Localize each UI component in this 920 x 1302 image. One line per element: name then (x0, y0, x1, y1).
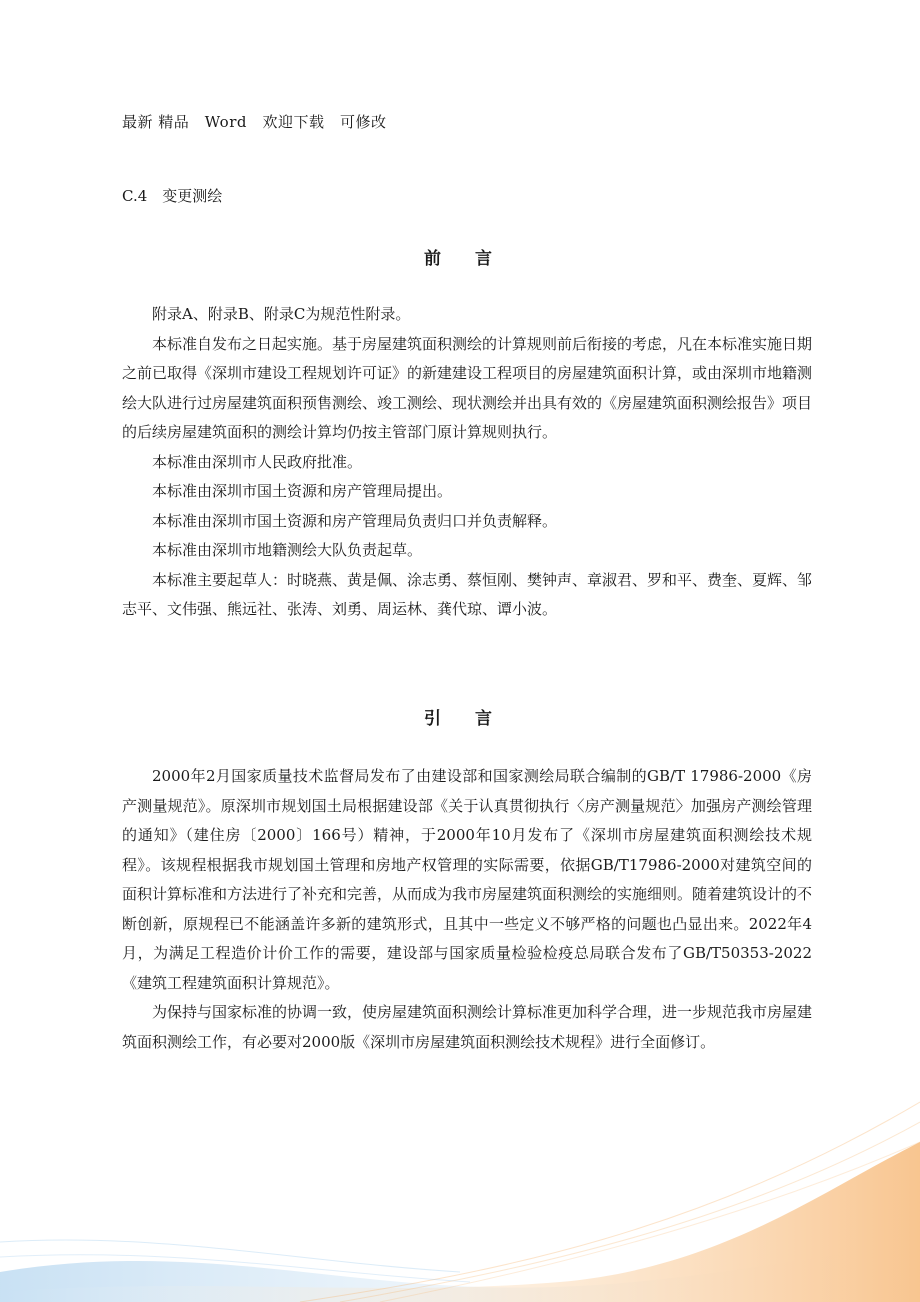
preface-paragraph: 本标准自发布之日起实施。基于房屋建筑面积测绘的计算规则前后衔接的考虑，凡在本标准实施日期之前已取得《深圳市建设工程规划许可证》的新建建设工程项目的房屋建筑面积计算，或由深圳市地籍测绘大队进行过房屋建筑面积预售测绘、竣工测绘、现状测绘并出具有效的《房屋建筑面积测绘报告》项目的后续房屋建筑面积的测绘计算均仍按主管部门原计算规则执行。 (122, 334, 813, 441)
preface-paragraph: 本标准由深圳市国土资源和房产管理局提出。 (152, 482, 453, 500)
preface-heading: 前言 (424, 249, 526, 269)
introduction-heading: 引言 (424, 709, 526, 729)
preface-body (122, 300, 812, 625)
introduction-body (122, 762, 812, 1057)
preface-paragraph: 本标准由深圳市人民政府批准。 (152, 452, 363, 471)
preface-paragraph: 本标准主要起草人：时晓燕、黄是佩、涂志勇、蔡恒刚、樊钟声、章淑君、罗和平、费奎、夏辉、邹志平、文伟强、熊远社、张涛、刘勇、周运林、龚代琼、谭小波。 (122, 570, 813, 618)
preface-paragraph: 本标准由深圳市地籍测绘大队负责起草。 (152, 541, 423, 559)
introduction-paragraph: 为保持与国家标准的协调一致，使房屋建筑面积测绘计算标准更加科学合理，进一步规范我市房屋建筑面积测绘工作，有必要对2000版《深圳市房屋建筑面积测绘技术规程》进行全面修订。 (122, 1003, 813, 1051)
download-banner: 最新 精品 Word 欢迎下载 可修改 (122, 113, 387, 131)
preface-paragraph: 本标准由深圳市国土资源和房产管理局负责归口并负责解释。 (152, 511, 558, 530)
introduction-paragraph: 2000年2月国家质量技术监督局发布了由建设部和国家测绘局联合编制的GB/T 17986-2000《房产测量规范》。原深圳市规划国土局根据建设部《关于认真贯彻执行〈房产测量规范〉加强房产测绘管理的通知》（建住房〔2000〕166号）精神，于2000年10月发布了《深圳市房屋建筑面积测绘技术规程》。该规程根据我市规划国土管理和房地产权管理的实际需要，依据GB/T17986-2000对建筑空间的面积计算标准和方法进行了补充和完善，从而成为我市房屋建筑面积测绘的实施细则。随着建筑设计的不断创新，原规程已不能涵盖许多新的建筑形式，且其中一些定义不够严格的问题也凸显出来。2022年4月，为满足工程造价计价工作的需要，建设部与国家质量检验检疫总局联合发布了GB/T50353-2022《建筑工程建筑面积计算规范》。 (122, 767, 813, 992)
section-label: C.4 变更测绘 (122, 187, 223, 205)
preface-paragraph: 附录A、附录B、附录C为规范性附录。 (152, 305, 411, 323)
